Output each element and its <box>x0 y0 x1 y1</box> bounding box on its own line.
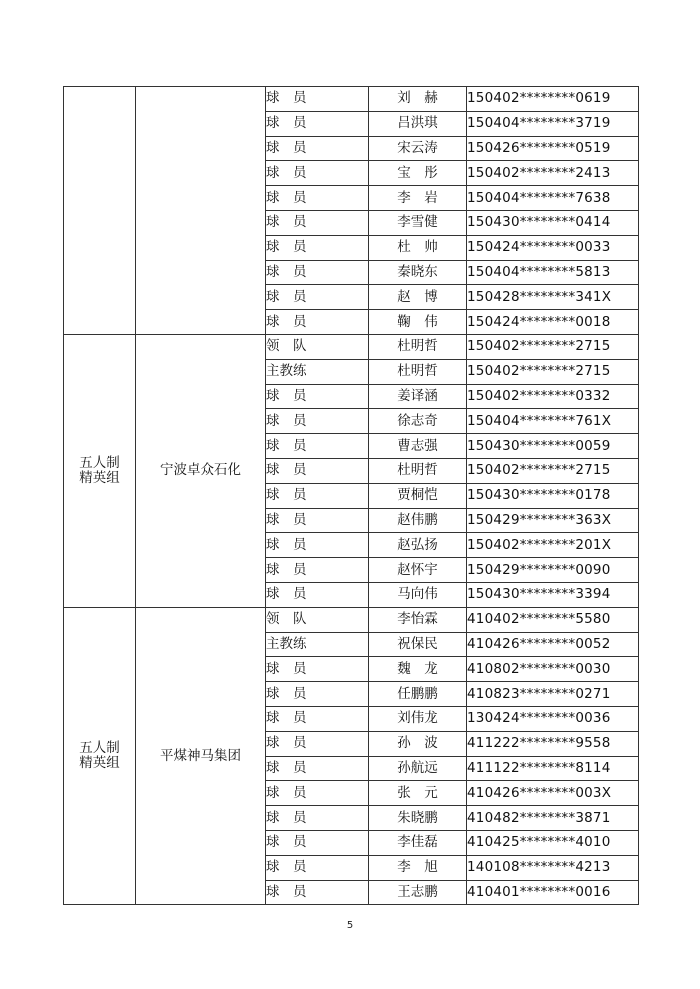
role-cell: 球 员 <box>266 781 369 806</box>
id-number-cell: 150404********761X <box>467 409 639 434</box>
id-number-cell: 150430********0414 <box>467 210 639 235</box>
role-cell: 球 员 <box>266 409 369 434</box>
role-cell: 领 队 <box>266 334 369 359</box>
role-cell: 球 员 <box>266 310 369 335</box>
role-cell: 球 员 <box>266 136 369 161</box>
role-cell: 主教练 <box>266 359 369 384</box>
name-cell: 魏 龙 <box>369 657 467 682</box>
role-cell: 球 员 <box>266 682 369 707</box>
role-cell: 球 员 <box>266 657 369 682</box>
id-number-cell: 410425********4010 <box>467 830 639 855</box>
id-number-cell: 150402********2715 <box>467 334 639 359</box>
id-number-cell: 410823********0271 <box>467 682 639 707</box>
id-number-cell: 150402********2715 <box>467 359 639 384</box>
id-number-cell: 410482********3871 <box>467 806 639 831</box>
role-cell: 主教练 <box>266 632 369 657</box>
name-cell: 刘伟龙 <box>369 706 467 731</box>
roster-table <box>63 86 639 905</box>
role-cell: 球 员 <box>266 558 369 583</box>
name-cell: 徐志奇 <box>369 409 467 434</box>
name-cell: 马向伟 <box>369 582 467 607</box>
name-cell: 宋云涛 <box>369 136 467 161</box>
role-cell: 球 员 <box>266 508 369 533</box>
name-cell: 吕洪琪 <box>369 111 467 136</box>
role-cell: 球 员 <box>266 285 369 310</box>
id-number-cell: 150404********7638 <box>467 186 639 211</box>
name-cell: 赵弘扬 <box>369 533 467 558</box>
name-cell: 李 岩 <box>369 186 467 211</box>
name-cell: 朱晓鹏 <box>369 806 467 831</box>
id-number-cell: 411222********9558 <box>467 731 639 756</box>
name-cell: 任鹏鹏 <box>369 682 467 707</box>
name-cell: 赵伟鹏 <box>369 508 467 533</box>
id-number-cell: 410402********5580 <box>467 607 639 632</box>
team-cell: 宁波卓众石化 <box>136 334 266 607</box>
role-cell: 球 员 <box>266 235 369 260</box>
role-cell: 球 员 <box>266 483 369 508</box>
name-cell: 刘 赫 <box>369 87 467 112</box>
page-number: 5 <box>346 920 354 931</box>
name-cell: 李佳磊 <box>369 830 467 855</box>
table-row <box>64 607 639 632</box>
id-number-cell: 410401********0016 <box>467 880 639 905</box>
name-cell: 王志鹏 <box>369 880 467 905</box>
role-cell: 球 员 <box>266 855 369 880</box>
id-number-cell: 411122********8114 <box>467 756 639 781</box>
role-cell: 球 员 <box>266 756 369 781</box>
role-cell: 球 员 <box>266 87 369 112</box>
role-cell: 球 员 <box>266 161 369 186</box>
role-cell: 领 队 <box>266 607 369 632</box>
id-number-cell: 150402********0332 <box>467 384 639 409</box>
name-cell: 祝保民 <box>369 632 467 657</box>
name-cell: 李 旭 <box>369 855 467 880</box>
role-cell: 球 员 <box>266 186 369 211</box>
role-cell: 球 员 <box>266 880 369 905</box>
id-number-cell: 150430********3394 <box>467 582 639 607</box>
name-cell: 杜 帅 <box>369 235 467 260</box>
id-number-cell: 150429********363X <box>467 508 639 533</box>
name-cell: 姜译涵 <box>369 384 467 409</box>
id-number-cell: 150430********0059 <box>467 434 639 459</box>
role-cell: 球 员 <box>266 582 369 607</box>
name-cell: 孙 波 <box>369 731 467 756</box>
category-cell <box>64 334 136 607</box>
id-number-cell: 150402********0619 <box>467 87 639 112</box>
name-cell: 孙航远 <box>369 756 467 781</box>
id-number-cell: 410426********0052 <box>467 632 639 657</box>
name-cell: 杜明哲 <box>369 359 467 384</box>
name-cell: 鞠 伟 <box>369 310 467 335</box>
category-cell <box>64 607 136 905</box>
role-cell: 球 员 <box>266 458 369 483</box>
category-line: 五人制 <box>79 454 120 471</box>
name-cell: 杜明哲 <box>369 334 467 359</box>
role-cell: 球 员 <box>266 210 369 235</box>
id-number-cell: 150430********0178 <box>467 483 639 508</box>
category-cell <box>64 87 136 335</box>
id-number-cell: 130424********0036 <box>467 706 639 731</box>
category-line: 精英组 <box>79 469 120 486</box>
id-number-cell: 150402********201X <box>467 533 639 558</box>
role-cell: 球 员 <box>266 731 369 756</box>
name-cell: 赵 博 <box>369 285 467 310</box>
role-cell: 球 员 <box>266 434 369 459</box>
role-cell: 球 员 <box>266 706 369 731</box>
team-cell: 平煤神马集团 <box>136 607 266 905</box>
role-cell: 球 员 <box>266 111 369 136</box>
category-line: 精英组 <box>79 755 120 772</box>
role-cell: 球 员 <box>266 260 369 285</box>
name-cell: 杜明哲 <box>369 458 467 483</box>
role-cell: 球 员 <box>266 830 369 855</box>
id-number-cell: 150426********0519 <box>467 136 639 161</box>
id-number-cell: 150404********5813 <box>467 260 639 285</box>
id-number-cell: 410802********0030 <box>467 657 639 682</box>
role-cell: 球 员 <box>266 806 369 831</box>
category-line: 五人制 <box>79 740 120 757</box>
id-number-cell: 410426********003X <box>467 781 639 806</box>
table-row <box>64 334 639 359</box>
name-cell: 曹志强 <box>369 434 467 459</box>
id-number-cell: 150404********3719 <box>467 111 639 136</box>
name-cell: 张 元 <box>369 781 467 806</box>
name-cell: 宝 彤 <box>369 161 467 186</box>
name-cell: 李怡霖 <box>369 607 467 632</box>
id-number-cell: 150424********0033 <box>467 235 639 260</box>
table-row <box>64 87 639 112</box>
id-number-cell: 150424********0018 <box>467 310 639 335</box>
name-cell: 赵怀宇 <box>369 558 467 583</box>
id-number-cell: 150429********0090 <box>467 558 639 583</box>
name-cell: 贾桐恺 <box>369 483 467 508</box>
name-cell: 秦晓东 <box>369 260 467 285</box>
team-cell <box>136 87 266 335</box>
role-cell: 球 员 <box>266 533 369 558</box>
id-number-cell: 150402********2715 <box>467 458 639 483</box>
id-number-cell: 150402********2413 <box>467 161 639 186</box>
name-cell: 李雪健 <box>369 210 467 235</box>
id-number-cell: 150428********341X <box>467 285 639 310</box>
roster-body <box>64 87 639 905</box>
role-cell: 球 员 <box>266 384 369 409</box>
id-number-cell: 140108********4213 <box>467 855 639 880</box>
